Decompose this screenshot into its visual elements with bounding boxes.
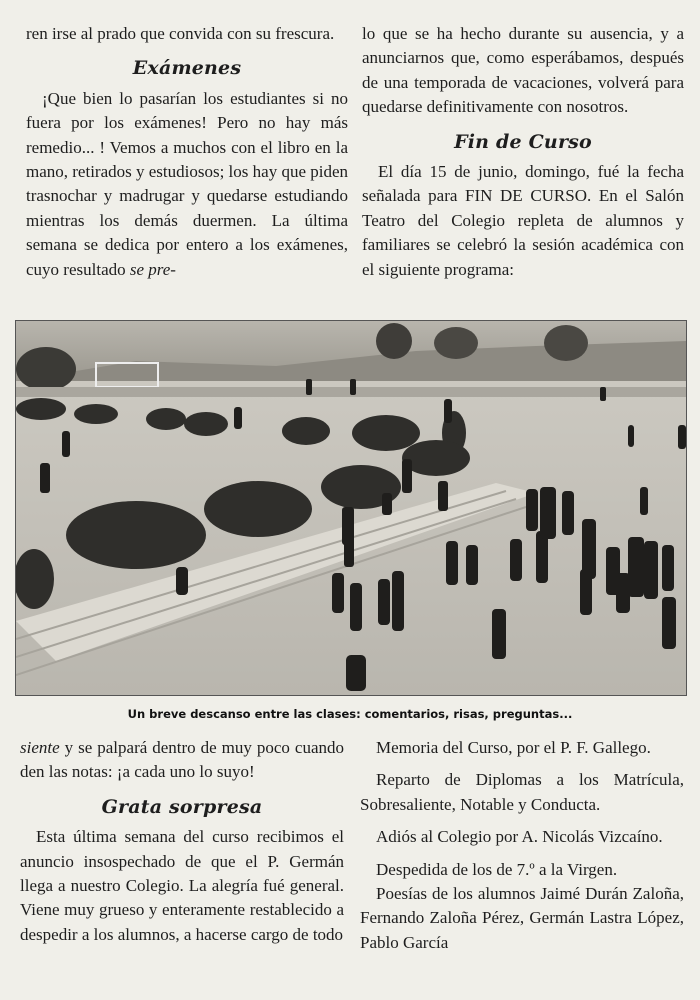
column-top-left — [26, 22, 348, 282]
photo-schoolyard — [15, 320, 687, 696]
program-item: Reparto de Diplomas a los Matrícula, Sobresaliente, Notable y Conducta. — [360, 770, 684, 814]
photo-caption: Un breve descanso entre las clases: comentarios, risas, preguntas... — [127, 707, 573, 721]
heading-examenes: Exámenes — [132, 57, 242, 80]
paragraph-fin-de-curso: El día 15 de junio, domingo, fué la fecha señalada para FIN DE CURSO. En el Salón Teatro del Colegio repleta de alumnos y familiares se celebró la sesión académica con el siguiente programa: — [362, 162, 684, 279]
program-item: Poesías de los alumnos Jaimé Durán Zaloña, Fernando Zaloña Pérez, Germán Lastra López, Pablo García — [360, 884, 684, 952]
program-item: Memoria del Curso, por el P. F. Gallego. — [376, 738, 651, 757]
paragraph-examenes — [26, 87, 348, 282]
heading-fin-de-curso: Fin de Curso — [454, 130, 592, 153]
paragraph-examenes-text: ¡Que bien lo pasarían los estudiantes si no fuera por los exámenes! Pero no hay más remedio... ! Vemos a muchos con el libro en la mano, retirados y estudiosos; los hay que piden trasnochar y madrugar y quedarse estudiando mientras los demás duermen. La última semana se dedica por entero a los exámenes, cuyo resultado — [26, 88, 349, 279]
program-item: Despedida de los de 7.º a la Virgen. — [376, 859, 618, 879]
paragraph-examenes-italic: se pre- — [129, 259, 176, 279]
paragraph-ausencia: lo que se ha hecho durante su ausencia, y a anunciarnos que, como esperábamos, después de una temporada de vacaciones, volverá para quedarse definitivamente con nosotros. — [362, 24, 684, 117]
program-item: Adiós al Colegio por A. Nicolás Vizcaíno. — [376, 827, 663, 847]
paragraph-continuation: ren irse al prado que convida con su frescura. — [26, 24, 335, 43]
heading-grata-sorpresa: Grata sorpresa — [101, 795, 263, 818]
paragraph-notas — [20, 736, 344, 785]
paragraph-notas-text: y se palpará dentro de muy poco cuando den las notas: ¡a cada uno lo suyo! — [20, 738, 344, 782]
column-top-right — [362, 22, 684, 282]
paragraph-notas-italic: siente — [20, 738, 60, 757]
photo-schoolyard-illustration — [16, 321, 686, 695]
column-bottom-right — [360, 736, 684, 955]
column-bottom-left — [20, 736, 344, 947]
paragraph-grata-sorpresa: Esta última semana del curso recibimos el anuncio insospechado de que el P. Germán llega a nuestro Colegio. La alegría fué general. Viene muy grueso y enteramente restablecido a despedir a los alumnos, a hacerse cargo de todo — [20, 827, 344, 944]
